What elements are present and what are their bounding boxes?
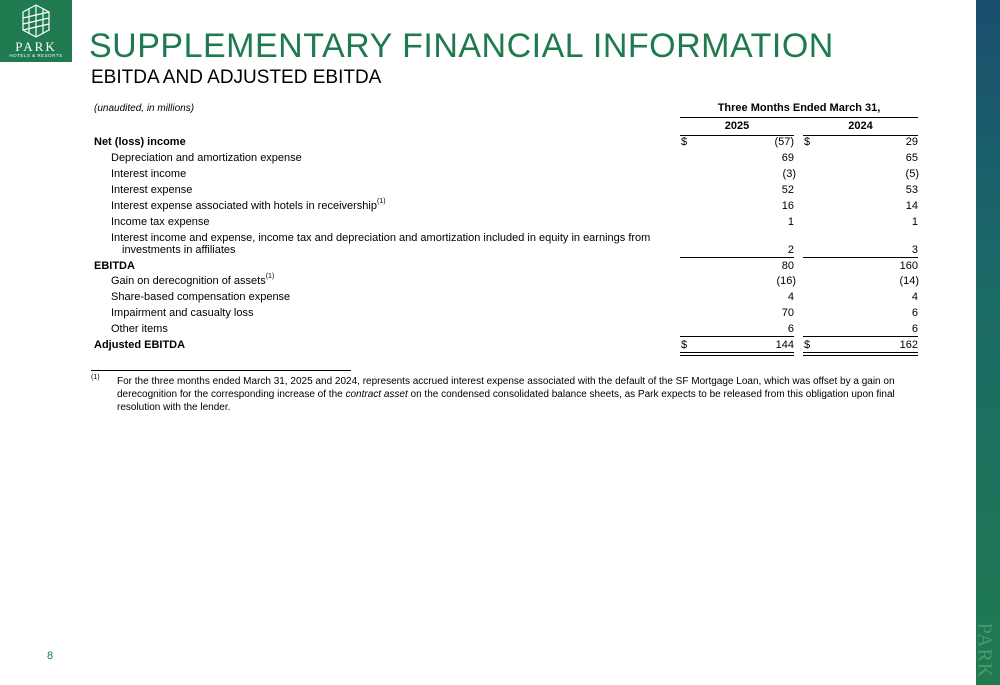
value-2024: 4 bbox=[911, 291, 918, 303]
year-header-2025: 2025 bbox=[680, 120, 794, 136]
brand-sidebar bbox=[976, 0, 1000, 685]
subtotal-rule bbox=[803, 257, 918, 258]
value-2024: 160 bbox=[899, 260, 918, 272]
value-2024: 53 bbox=[905, 184, 918, 196]
footnote-text-part: For the three months ended March 31, 2025 and 2024, represents accrued interest expense associated with the default of the SF Mortgage Loan, which was offset by a gain on derecognition for the corresponding increase of the bbox=[117, 376, 895, 400]
table-row bbox=[0, 216, 1000, 232]
value-2025: 70 bbox=[781, 307, 794, 319]
value-2024: 14 bbox=[905, 200, 918, 212]
building-icon bbox=[22, 4, 50, 38]
footnote-text bbox=[117, 375, 907, 414]
value-2025: 2 bbox=[787, 244, 794, 256]
footnote-rule bbox=[91, 370, 351, 371]
value-2025: 80 bbox=[781, 260, 794, 272]
value-2025: 52 bbox=[781, 184, 794, 196]
table-row bbox=[0, 275, 1000, 291]
table-row bbox=[0, 291, 1000, 307]
page-number: 8 bbox=[47, 650, 54, 662]
row-label: Adjusted EBITDA bbox=[94, 339, 186, 351]
value-2024: (5) bbox=[905, 168, 919, 180]
value-2024: (14) bbox=[899, 275, 919, 287]
row-label: Share-based compensation expense bbox=[111, 291, 291, 303]
table-row bbox=[0, 232, 1000, 260]
footnote-italic-term: contract asset bbox=[345, 389, 408, 400]
row-label-line1: Interest income and expense, income tax and depreciation and amortization included in equity in earnings from bbox=[111, 232, 651, 244]
page-subtitle: EBITDA AND ADJUSTED EBITDA bbox=[91, 67, 382, 88]
value-2024: 6 bbox=[911, 323, 918, 335]
sidebar-brand-label: PARK bbox=[973, 622, 996, 679]
currency-symbol: $ bbox=[804, 136, 811, 148]
value-2025: (16) bbox=[776, 275, 796, 287]
logo-name: PARK bbox=[15, 39, 57, 54]
value-2024: 6 bbox=[911, 307, 918, 319]
row-label-line2: investments in affiliates bbox=[122, 244, 236, 256]
total-double-rule bbox=[680, 352, 794, 356]
table-note: (unaudited, in millions) bbox=[94, 103, 195, 114]
table-row bbox=[0, 200, 1000, 216]
row-label-text: Interest expense associated with hotels in receivership bbox=[111, 200, 377, 212]
subtotal-rule bbox=[803, 336, 918, 337]
row-label: Interest income bbox=[111, 168, 187, 180]
row-label: Income tax expense bbox=[111, 216, 210, 228]
row-label bbox=[111, 275, 274, 287]
value-2025: 144 bbox=[775, 339, 794, 351]
table-row bbox=[0, 307, 1000, 323]
row-label bbox=[111, 200, 386, 212]
sidebar-brand-text bbox=[973, 615, 1000, 685]
value-2025: 4 bbox=[787, 291, 794, 303]
value-2025: 16 bbox=[781, 200, 794, 212]
period-header: Three Months Ended March 31, bbox=[680, 102, 918, 118]
value-2025: 6 bbox=[787, 323, 794, 335]
row-label: Other items bbox=[111, 323, 168, 335]
table-row bbox=[0, 168, 1000, 184]
row-label: EBITDA bbox=[94, 260, 135, 272]
table-row bbox=[0, 136, 1000, 152]
row-label: Depreciation and amortization expense bbox=[111, 152, 302, 164]
currency-symbol: $ bbox=[681, 339, 688, 351]
value-2025: (57) bbox=[774, 136, 794, 148]
logo-subname: HOTELS & RESORTS bbox=[9, 53, 63, 58]
row-label: Impairment and casualty loss bbox=[111, 307, 254, 319]
value-2024: 162 bbox=[899, 339, 918, 351]
value-2024: 3 bbox=[911, 244, 918, 256]
table-row bbox=[0, 152, 1000, 168]
footnote-text-part: on the condensed consolidated balance sheets, as Park expects to be released from this obligation upon final resolution with the lender. bbox=[117, 389, 895, 413]
row-label-text: Gain on derecognition of assets bbox=[111, 275, 266, 287]
value-2025: (3) bbox=[782, 168, 796, 180]
total-double-rule bbox=[803, 352, 918, 356]
footnote-ref: (1) bbox=[376, 198, 386, 205]
currency-symbol: $ bbox=[804, 339, 811, 351]
park-logo bbox=[0, 0, 72, 62]
currency-symbol: $ bbox=[681, 136, 688, 148]
value-2024: 29 bbox=[905, 136, 918, 148]
value-2024: 1 bbox=[911, 216, 918, 228]
subtotal-rule bbox=[680, 336, 794, 337]
footnote-ref: (1) bbox=[265, 273, 275, 280]
subtotal-rule bbox=[680, 257, 794, 258]
value-2025: 69 bbox=[781, 152, 794, 164]
value-2025: 1 bbox=[787, 216, 794, 228]
value-2024: 65 bbox=[905, 152, 918, 164]
page-title: SUPPLEMENTARY FINANCIAL INFORMATION bbox=[89, 27, 834, 65]
row-label: Net (loss) income bbox=[94, 136, 186, 148]
table-row bbox=[0, 260, 1000, 276]
year-header-2024: 2024 bbox=[803, 120, 918, 136]
table-row bbox=[0, 184, 1000, 200]
row-label: Interest expense bbox=[111, 184, 193, 196]
footnote-marker: (1) bbox=[91, 374, 100, 381]
